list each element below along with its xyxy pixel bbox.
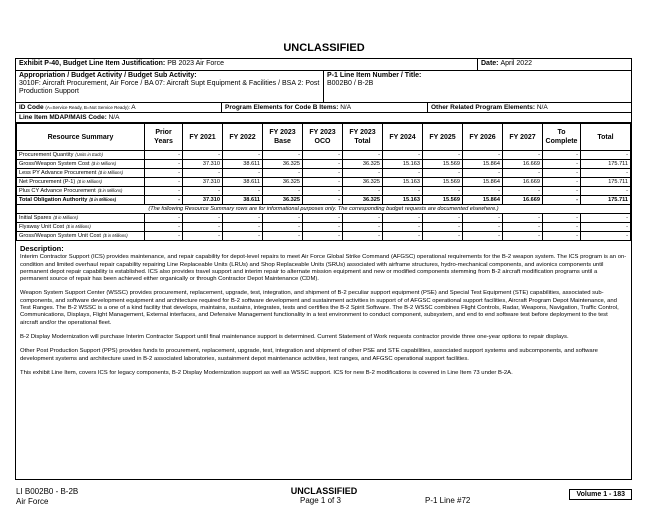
table-cell: - <box>503 169 543 178</box>
table-row <box>17 223 631 232</box>
table-cell: - <box>303 169 343 178</box>
row-label: Less PY Advance Procurement <box>19 170 97 176</box>
table-cell: 36.325 <box>343 178 383 187</box>
table-cell: 36.325 <box>343 160 383 169</box>
row-unit: ($ in Millions) <box>53 215 79 220</box>
table-cell: - <box>263 232 303 241</box>
program-elements-value: N/A <box>340 104 352 111</box>
table-cell: - <box>145 151 183 160</box>
table-cell: - <box>503 151 543 160</box>
row-unit: ($ in Millions) <box>77 179 102 184</box>
row-label-cell <box>17 187 145 196</box>
table-cell: 16.669 <box>503 196 543 205</box>
table-cell: - <box>223 223 263 232</box>
column-header: Total <box>581 124 631 151</box>
informational-note-row <box>17 205 631 214</box>
id-code-label: ID Code <box>19 104 44 111</box>
exhibit-title <box>16 59 478 70</box>
footer-page: Page 1 of 3 <box>300 496 341 505</box>
appropriation-label: Appropriation / Budget Activity / Budget Sub Activity: <box>19 72 197 79</box>
table-cell: - <box>581 232 631 241</box>
mdap-label: Line Item MDAP/MAIS Code: <box>19 114 107 121</box>
table-cell: - <box>343 232 383 241</box>
table-cell: - <box>145 178 183 187</box>
id-code-value: A <box>131 104 136 111</box>
resource-summary-table <box>16 123 631 241</box>
table-cell: - <box>383 232 423 241</box>
mdap-row <box>16 113 631 123</box>
other-elements-value: N/A <box>536 104 548 111</box>
column-header: FY 2022 <box>223 124 263 151</box>
table-cell: - <box>503 232 543 241</box>
table-cell: - <box>145 160 183 169</box>
exhibit-label: Exhibit P-40, Budget Line Item Justification: <box>19 60 166 67</box>
table-cell: - <box>543 223 581 232</box>
table-cell: 36.325 <box>263 196 303 205</box>
table-cell: - <box>383 214 423 223</box>
column-header: Prior Years <box>145 124 183 151</box>
table-cell: - <box>423 223 463 232</box>
table-cell: - <box>581 151 631 160</box>
table-cell: - <box>383 223 423 232</box>
table-cell: - <box>263 151 303 160</box>
table-cell: 15.569 <box>423 178 463 187</box>
column-header: FY 2021 <box>183 124 223 151</box>
table-cell: - <box>343 214 383 223</box>
table-cell: - <box>183 214 223 223</box>
appropriation-cell <box>16 71 324 102</box>
row-label-cell <box>17 169 145 178</box>
row-label: Flyaway Unit Cost <box>19 224 65 230</box>
column-header: FY 2026 <box>463 124 503 151</box>
table-cell: - <box>423 232 463 241</box>
mdap-cell <box>16 113 122 122</box>
table-cell: - <box>463 187 503 196</box>
row-label: Procurement Quantity <box>19 152 74 158</box>
column-header: FY 2023 Total <box>343 124 383 151</box>
table-cell: - <box>581 187 631 196</box>
description-paragraph: Interim Contractor Support (ICS) provides maintenance, and repair capability for depot-level repairs to meet Air Force Global Strike Command (AFGSC) operational requirements for the B-2 weapon system. The ICS program is an on-condition and limited overhaul repair capability repairing Line Replaceable Units (LRUs) and Shop Replaceable Units (SRUs) associated with airframe structures, hydro-mechanical components, and avionics components until permanent depot repair capability is established. ICS also provides travel support and interim repair to alternate mission equipment and new or modified components stemming from B-2 aircraft modification programs until a permanent source of repair has been achieved either organically or through Contractor Depot Maintenance (CDM). <box>20 254 627 283</box>
row-unit: ($ in Millions) <box>91 161 117 166</box>
table-cell: 16.669 <box>503 178 543 187</box>
row-label-cell <box>17 214 145 223</box>
table-cell: - <box>383 151 423 160</box>
table-cell: 37.310 <box>183 196 223 205</box>
table-cell: - <box>543 187 581 196</box>
row-label: Total Obligation Authority <box>19 197 88 203</box>
table-cell: - <box>423 187 463 196</box>
table-cell: 15.163 <box>383 160 423 169</box>
row-label: Gross/Weapon System Cost <box>19 161 90 167</box>
table-cell: 16.669 <box>503 160 543 169</box>
table-cell: - <box>223 214 263 223</box>
table-cell: - <box>543 214 581 223</box>
table-cell: - <box>581 214 631 223</box>
table-cell: - <box>343 223 383 232</box>
program-elements-cell <box>222 103 428 112</box>
table-cell: - <box>145 223 183 232</box>
footer-p1-line: P-1 Line #72 <box>425 496 471 505</box>
table-cell: - <box>145 214 183 223</box>
table-cell: 175.711 <box>581 178 631 187</box>
description-section <box>16 241 631 377</box>
table-row <box>17 232 631 241</box>
table-cell: - <box>343 151 383 160</box>
p1-label: P-1 Line Item Number / Title: <box>327 72 422 79</box>
table-cell: 15.569 <box>423 160 463 169</box>
table-cell: - <box>183 169 223 178</box>
row-unit: (Units in Each) <box>75 152 103 157</box>
footer-service: Air Force <box>16 497 49 506</box>
description-paragraph: B-2 Display Modernization will purchase Interim Contractor Support until final maintenance support is determined. Current Statement of Work requests contractor provide three one-year options to repair displays. <box>20 333 569 340</box>
row-unit: ($ in Millions) <box>97 188 123 193</box>
table-cell: - <box>343 187 383 196</box>
footer-line-item: LI B002B0 - B-2B <box>16 487 79 496</box>
table-cell: 38.611 <box>223 178 263 187</box>
row-unit: ($ in Millions) <box>102 233 128 238</box>
table-cell: - <box>223 187 263 196</box>
table-cell: - <box>543 232 581 241</box>
table-cell: - <box>463 214 503 223</box>
table-cell: - <box>263 187 303 196</box>
table-cell: - <box>423 169 463 178</box>
row-label-cell <box>17 178 145 187</box>
table-cell: 15.864 <box>463 178 503 187</box>
id-code-cell <box>16 103 222 112</box>
table-cell: - <box>581 169 631 178</box>
table-cell: - <box>303 196 343 205</box>
other-elements-cell <box>428 103 631 112</box>
table-cell: 15.163 <box>383 196 423 205</box>
classification-banner-top: UNCLASSIFIED <box>283 42 365 54</box>
description-paragraphs <box>20 254 627 377</box>
table-cell: 38.611 <box>223 196 263 205</box>
table-cell: - <box>543 160 581 169</box>
table-cell: 38.611 <box>223 160 263 169</box>
description-paragraph: Weapon System Support Center (WSSC) provides procurement, replacement, upgrade, test, integration, and shipment of B-2 peculiar support equipment (PSE) and Special Test Equipment (STE) capabilities, associated sub-components, and software development equipment and architecture required for B-2 software development and sustainment activities in support of of AFGSC operational support facilities, Aircraft Program Depot Maintenance, and Test Ranges. The B-2 WSSC is a one of a kind facility that develops, maintains, sustains, integrates, tests and certifies the B-2 Spirit Software. The B-2 WSSC combines Flight Controls, Radar, Weapons, Navigation, Traffic Control, Communications, Displays, Flight Management, External interfaces, and Defensive Management functionality in a test environment to conduct component, subsystem, and end to end software test before deployment to the test aircraft and/or the operational fleet. <box>20 290 619 326</box>
table-cell: - <box>223 232 263 241</box>
table-cell: - <box>303 178 343 187</box>
row-label: Plus CY Advance Procurement <box>19 188 96 194</box>
table-cell: - <box>423 151 463 160</box>
table-cell: 36.325 <box>343 196 383 205</box>
table-cell: 175.711 <box>581 160 631 169</box>
table-cell: 15.569 <box>423 196 463 205</box>
id-code-hint: (A=Service Ready, B=Not Service Ready): <box>45 105 130 110</box>
table-cell: - <box>303 187 343 196</box>
table-cell: - <box>383 187 423 196</box>
table-cell: - <box>303 214 343 223</box>
row-label: Initial Spares <box>19 215 52 221</box>
table-cell: - <box>145 169 183 178</box>
exhibit-value: PB 2023 Air Force <box>167 60 225 67</box>
p1-cell <box>324 71 631 102</box>
row-label-cell <box>17 223 145 232</box>
column-header: FY 2027 <box>503 124 543 151</box>
table-cell: - <box>263 223 303 232</box>
column-header: FY 2025 <box>423 124 463 151</box>
p1-value: B002B0 / B-2B <box>327 80 374 87</box>
row-label-cell <box>17 196 145 205</box>
table-cell: - <box>581 223 631 232</box>
table-cell: - <box>423 214 463 223</box>
id-code-row <box>16 103 631 113</box>
table-row <box>17 196 631 205</box>
appropriation-value: 3010F: Aircraft Procurement, Air Force / BA 07: Aircraft Supt Equipment & Facilities / BSA 2: Post Production Support <box>19 80 320 95</box>
table-cell: 36.325 <box>263 178 303 187</box>
table-cell: - <box>463 151 503 160</box>
date-label: Date: <box>481 60 499 67</box>
appropriation-row <box>16 71 631 103</box>
table-row <box>17 187 631 196</box>
table-cell: - <box>303 160 343 169</box>
table-cell: - <box>543 169 581 178</box>
mdap-value: N/A <box>108 114 120 121</box>
table-cell: - <box>145 187 183 196</box>
table-cell: - <box>383 169 423 178</box>
column-header: FY 2023 OCO <box>303 124 343 151</box>
other-elements-label: Other Related Program Elements: <box>431 104 536 111</box>
table-cell: - <box>503 187 543 196</box>
table-cell: - <box>343 169 383 178</box>
row-label: Gross/Weapon System Unit Cost <box>19 233 101 239</box>
table-cell: - <box>543 178 581 187</box>
description-paragraph: This exhibit Line Item, covers ICS for legacy components, B-2 Display Modernization support as well as WSSC support. ICS for new B-2 modifications is covered in Line Item 73 under B-2A. <box>20 369 513 376</box>
table-cell: - <box>543 196 581 205</box>
table-body <box>17 151 631 241</box>
table-row <box>17 160 631 169</box>
table-cell: 37.310 <box>183 178 223 187</box>
table-row <box>17 214 631 223</box>
table-cell: - <box>145 232 183 241</box>
date-value: April 2022 <box>500 60 532 67</box>
table-cell: 15.864 <box>463 196 503 205</box>
table-cell: - <box>303 223 343 232</box>
table-row <box>17 178 631 187</box>
table-cell: - <box>463 169 503 178</box>
table-cell: 175.711 <box>581 196 631 205</box>
row-label-cell <box>17 160 145 169</box>
table-cell: - <box>303 232 343 241</box>
table-cell: 36.325 <box>263 160 303 169</box>
description-paragraph: Other Post Production Support (PPS) provides funds to procurement, replacement, upgrade, test, integration and shipment of other PSE and STE capabilities, associated support systems and subcomponents, and software development systems and architecture used in B-2 associated laboratories, sustainment depot maintenance activities, test ranges, and AFGSC operational support facilities. <box>20 348 598 362</box>
volume-box: Volume 1 - 183 <box>569 489 632 500</box>
table-cell: 15.163 <box>383 178 423 187</box>
row-unit: ($ in Millions) <box>98 170 123 175</box>
exhibit-row <box>16 59 631 71</box>
table-cell: - <box>145 196 183 205</box>
table-row <box>17 169 631 178</box>
table-cell: - <box>263 214 303 223</box>
row-label-cell <box>17 232 145 241</box>
column-header: To Complete <box>543 124 581 151</box>
program-elements-label: Program Elements for Code B Items: <box>225 104 339 111</box>
table-cell: - <box>183 187 223 196</box>
table-cell: - <box>543 151 581 160</box>
table-cell: - <box>503 214 543 223</box>
table-cell: - <box>183 232 223 241</box>
table-header-row <box>17 124 631 151</box>
table-cell: 37.310 <box>183 160 223 169</box>
table-cell: 15.864 <box>463 160 503 169</box>
table-cell: - <box>223 169 263 178</box>
table-cell: - <box>183 223 223 232</box>
classification-banner-bottom: UNCLASSIFIED <box>290 486 358 496</box>
exhibit-frame <box>15 58 632 480</box>
date-cell <box>478 59 631 70</box>
description-heading: Description: <box>20 244 64 253</box>
table-cell: - <box>503 223 543 232</box>
table-cell: - <box>183 151 223 160</box>
column-header: Resource Summary <box>17 124 145 151</box>
row-label-cell <box>17 151 145 160</box>
table-cell: - <box>263 169 303 178</box>
row-unit: ($ in Millions) <box>89 197 117 202</box>
table-cell: - <box>303 151 343 160</box>
column-header: FY 2023 Base <box>263 124 303 151</box>
table-cell: - <box>463 232 503 241</box>
informational-note: (The following Resource Summary rows are for informational purposes only. The corresponding budget requests are documented elsewhere.) <box>17 205 631 214</box>
column-header: FY 2024 <box>383 124 423 151</box>
table-row <box>17 151 631 160</box>
row-label: Net Procurement (P-1) <box>19 179 76 185</box>
table-cell: - <box>463 223 503 232</box>
row-unit: ($ in Millions) <box>66 224 91 229</box>
table-cell: - <box>223 151 263 160</box>
